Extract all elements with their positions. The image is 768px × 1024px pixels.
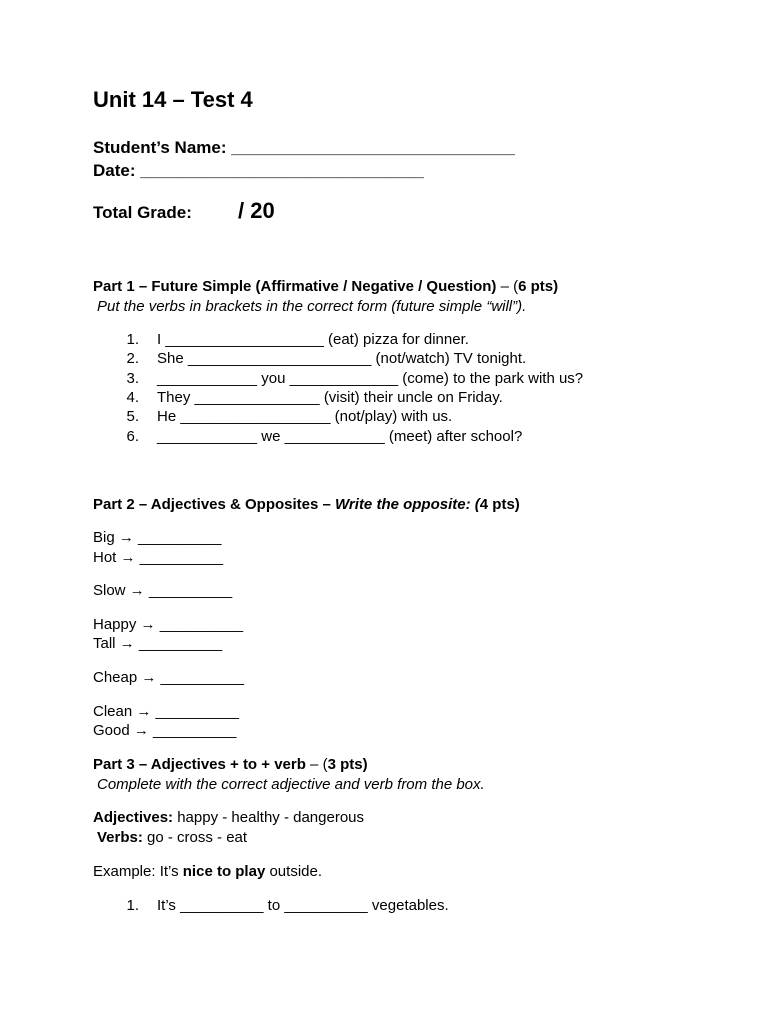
part1-points: 6 pts) [518, 278, 559, 295]
opposite-item: Tall → __________ [93, 635, 223, 652]
verbs-list: go - cross - eat [142, 829, 248, 846]
part3-instruction [97, 775, 485, 795]
part2-heading-title: Part 2 – Adjectives & Opposites – [93, 496, 336, 513]
total-grade-value: / 20 [238, 198, 275, 223]
list-item [93, 349, 526, 369]
example-suffix: outside. [265, 863, 323, 880]
part2-heading [93, 495, 520, 515]
opposite-item: Big → __________ [93, 529, 222, 546]
item-number: 6. [126, 428, 139, 445]
adjectives-list: happy - healthy - dangerous [173, 809, 365, 826]
item-text: She ______________________ (not/watch) TV tonight. [157, 350, 527, 367]
adjectives-label: Adjectives: [93, 809, 174, 826]
opposite-item: Slow → __________ [93, 582, 233, 599]
part3-heading-title: Part 3 – Adjectives + to + verb [93, 756, 306, 773]
part1-heading [93, 277, 558, 297]
list-item [93, 407, 452, 427]
part3-points: 3 pts) [327, 756, 368, 773]
date-line: Date: ______________________________ [93, 161, 424, 180]
opposite-item: Clean → __________ [93, 703, 239, 720]
part1-heading-sep: – ( [496, 278, 519, 295]
verbs-box-line [97, 828, 247, 848]
opposite-item: Hot → __________ [93, 549, 224, 566]
adjectives-box-line [93, 808, 364, 828]
page-title: Unit 14 – Test 4 [93, 87, 253, 112]
list-item [93, 896, 449, 916]
item-number: 1. [126, 897, 139, 914]
list-item [93, 369, 583, 389]
item-text: It’s __________ to __________ vegetables. [157, 897, 449, 914]
part2-points: 4 pts) [479, 496, 520, 513]
item-text: He __________________ (not/play) with us. [157, 408, 453, 425]
item-text: I ___________________ (eat) pizza for dinner. [157, 331, 469, 348]
item-number: 5. [126, 408, 139, 425]
item-number: 2. [126, 350, 139, 367]
student-name-line: Student’s Name: ______________________________ [93, 138, 515, 157]
opposite-item: Cheap → __________ [93, 669, 244, 686]
item-text: ____________ you _____________ (come) to the park with us? [157, 370, 584, 387]
item-text: They _______________ (visit) their uncle on Friday. [157, 389, 503, 406]
part1-heading-title: Part 1 – Future Simple (Affirmative / Negative / Question) [93, 278, 497, 295]
example-line [93, 862, 322, 882]
example-answer: nice to play [182, 863, 266, 880]
example-prefix: Example: It’s [93, 863, 183, 880]
item-number: 1. [126, 331, 139, 348]
verbs-label: Verbs: [97, 829, 143, 846]
opposite-item: Happy → __________ [93, 616, 244, 633]
part1-instruction-text: Put the verbs in brackets in the correct form (future simple “will”). [97, 298, 527, 315]
part3-heading [93, 755, 368, 775]
list-item [93, 330, 469, 350]
part3-heading-sep: – ( [305, 756, 328, 773]
list-item [93, 388, 503, 408]
part1-instruction [97, 297, 526, 317]
part2-heading-instruction: Write the opposite: ( [335, 496, 480, 513]
item-number: 4. [126, 389, 139, 406]
part3-instruction-text: Complete with the correct adjective and verb from the box. [97, 776, 485, 793]
item-text: ____________ we ____________ (meet) after school? [157, 428, 523, 445]
list-item [93, 427, 522, 447]
item-number: 3. [126, 370, 139, 387]
total-grade-label: Total Grade: [93, 203, 192, 222]
opposite-item: Good → __________ [93, 722, 237, 739]
